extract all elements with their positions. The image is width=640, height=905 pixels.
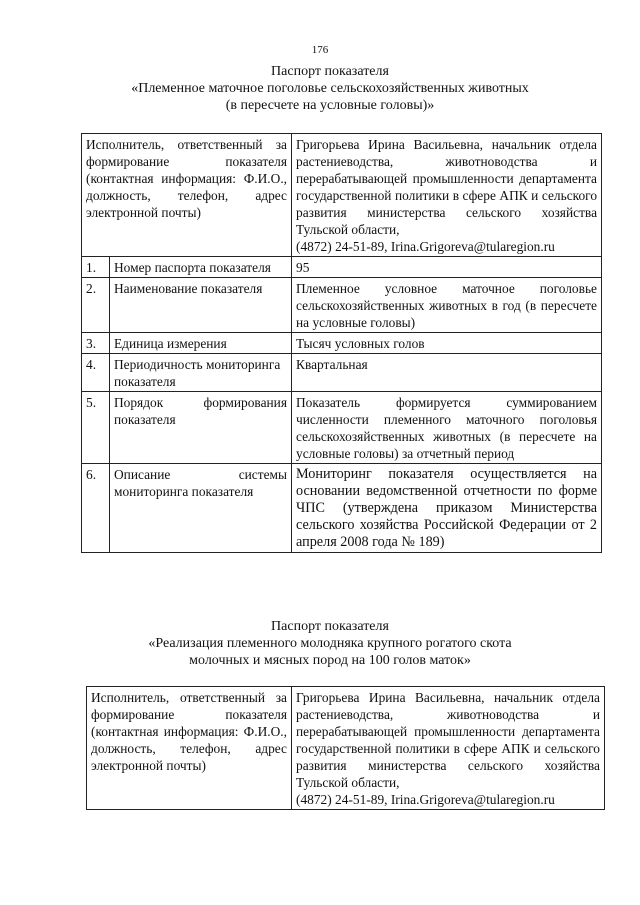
table-row xyxy=(82,333,602,354)
passport-1-subtitle: «Племенное маточное поголовье сельскохозяйственных животных xyxy=(131,81,529,96)
row-value: Тысяч условных голов xyxy=(292,333,602,354)
executor-name: Григорьева Ирина Васильевна, начальник отдела растениеводства, животноводства и перерабатывающей промышленности департамента государственной политики в сфере АПК и сельского развития министерства сельского хозяйства Тульской области, xyxy=(296,137,598,237)
page-number: 176 xyxy=(311,44,329,56)
passport-2-subtitle-2: молочных и мясных пород на 100 голов маток» xyxy=(189,653,471,668)
row-number: 4. xyxy=(82,354,110,392)
executor-contact: (4872) 24-51-89, Irina.Grigoreva@tularegion.ru xyxy=(296,239,555,254)
table-row xyxy=(82,134,602,257)
row-label: Описание системы мониторинга показателя xyxy=(110,464,292,553)
row-value: Показатель формируется суммированием численности племенного маточного поголовья сельскохозяйственных животных (в пересчете на условные головы) за отчетный период xyxy=(292,392,602,464)
passport-1-title: Паспорт показателя xyxy=(271,64,389,79)
passport-2-subtitle: «Реализация племенного молодняка крупного рогатого скота xyxy=(148,636,512,651)
row-value: 95 xyxy=(292,257,602,278)
row-value: Квартальная xyxy=(292,354,602,392)
executor-name: Григорьева Ирина Васильевна, начальник отдела растениеводства, животноводства и перерабатывающей промышленности департамента государственной политики в сфере АПК и сельского развития министерства сельского хозяйства Тульской области, xyxy=(296,690,600,790)
row-label: Периодичность мониторинга показателя xyxy=(110,354,292,392)
executor-contact: (4872) 24-51-89, Irina.Grigoreva@tularegion.ru xyxy=(296,792,555,807)
table-row xyxy=(82,257,602,278)
row-label: Единица измерения xyxy=(110,333,292,354)
passport-2-heading xyxy=(60,618,600,669)
row-value: Племенное условное маточное поголовье сельскохозяйственных животных в год (в пересчете на условные головы) xyxy=(292,278,602,333)
executor-value xyxy=(292,134,602,257)
table-row xyxy=(82,278,602,333)
row-number: 6. xyxy=(82,464,110,553)
table-row xyxy=(82,354,602,392)
passport-1-heading xyxy=(60,63,600,114)
row-label: Номер паспорта показателя xyxy=(110,257,292,278)
table-row xyxy=(82,392,602,464)
row-label: Порядок формирования показателя xyxy=(110,392,292,464)
row-number: 3. xyxy=(82,333,110,354)
row-label: Наименование показателя xyxy=(110,278,292,333)
executor-label: Исполнитель, ответственный за формирование показателя (контактная информация: Ф.И.О., должность, телефон, адрес электронной почты) xyxy=(82,134,292,257)
passport-1-table xyxy=(81,133,602,553)
table-row xyxy=(82,464,602,553)
row-number: 2. xyxy=(82,278,110,333)
row-value: Мониторинг показателя осуществляется на основании ведомственной отчетности по форме ЧПС (утверждена приказом Министерства сельского хозяйства Российской Федерации от 2 апреля 2008 года № 189) xyxy=(292,464,602,553)
passport-2-title: Паспорт показателя xyxy=(271,619,389,634)
executor-value xyxy=(292,687,605,810)
row-number: 1. xyxy=(82,257,110,278)
table-row xyxy=(87,687,605,810)
passport-1-subtitle-2: (в пересчете на условные головы)» xyxy=(225,98,435,113)
passport-2-table xyxy=(86,686,605,810)
row-number: 5. xyxy=(82,392,110,464)
executor-label: Исполнитель, ответственный за формирование показателя (контактная информация: Ф.И.О., должность, телефон, адрес электронной почты) xyxy=(87,687,292,810)
